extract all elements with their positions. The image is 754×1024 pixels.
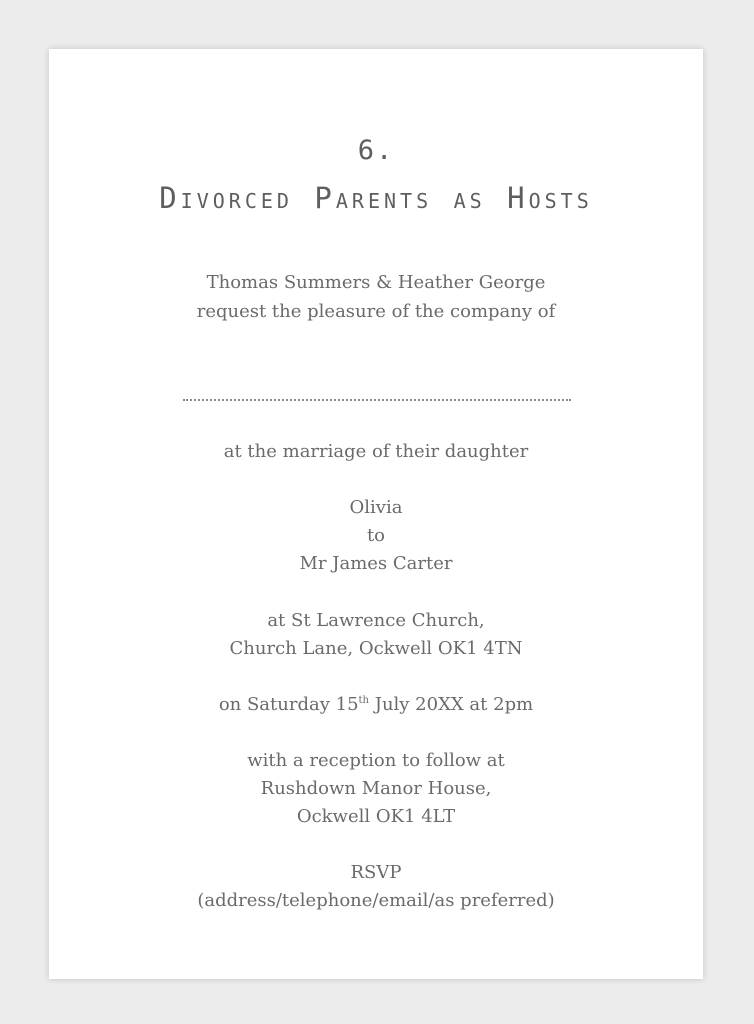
church-address: Church Lane, Ockwell OK1 4TN (229, 638, 523, 659)
reception-venue: Rushdown Manor House, (260, 778, 492, 799)
to-word: to (366, 525, 386, 546)
date-rest: July 20XX at 2pm (369, 694, 534, 715)
invitation-number: 6. (357, 135, 395, 166)
date-ordinal: th (358, 695, 369, 706)
rsvp-details: (address/telephone/email/as preferred) (197, 890, 555, 911)
hosts-line: Thomas Summers & Heather George (206, 272, 546, 293)
rsvp-heading: RSVP (350, 862, 402, 883)
groom-name: Mr James Carter (299, 553, 453, 574)
marriage-line: at the marriage of their daughter (223, 441, 529, 462)
reception-intro: with a reception to follow at (247, 750, 505, 771)
invitation-title: Divorced Parents as Hosts (159, 181, 593, 215)
bride-name: Olivia (349, 497, 403, 518)
request-line: request the pleasure of the company of (196, 301, 556, 322)
date-prefix: on Saturday 15 (218, 694, 359, 715)
church-line: at St Lawrence Church, (267, 610, 485, 631)
date-line (49, 693, 703, 717)
invitation-card (49, 49, 703, 979)
reception-address: Ockwell OK1 4LT (296, 806, 456, 827)
guest-name-line (183, 399, 571, 401)
